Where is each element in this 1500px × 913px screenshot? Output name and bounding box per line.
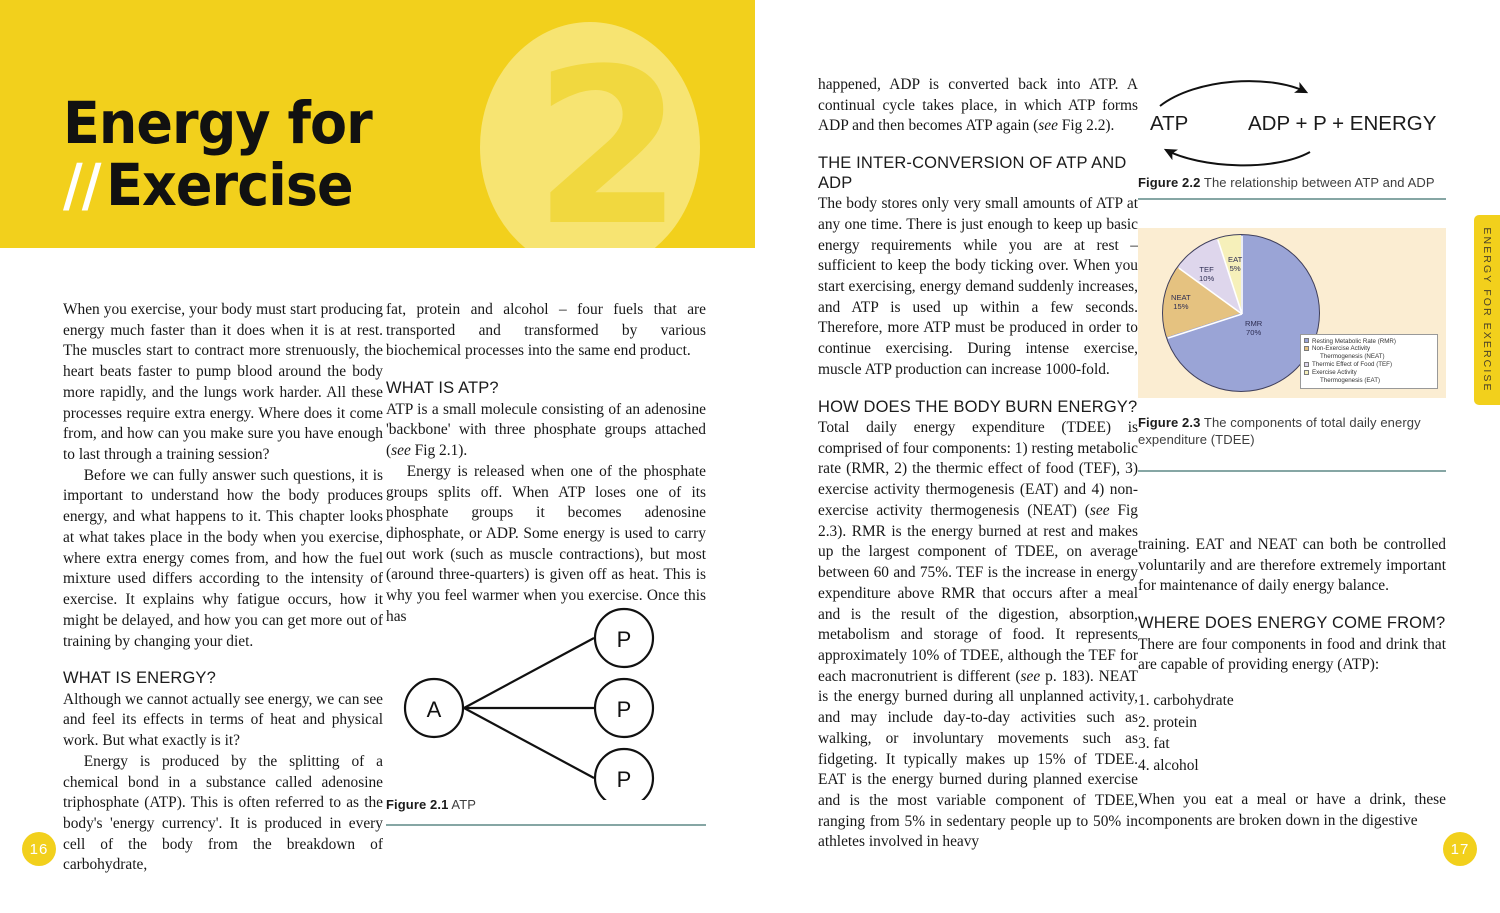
pie-slice-label-rmr: RMR 70%	[1245, 319, 1263, 337]
paragraph: Energy is released when one of the phosphate groups splits off. When ATP loses one of its phosphate groups it becomes adenosine diphosphate, or ADP. Some energy is used to carry out work (such as muscle contractions), but most (around three-quarters) is given off as heat. This is why you feel warmer when you exercise. Once this has	[386, 462, 706, 625]
legend-item	[1304, 361, 1434, 369]
paragraph: The body stores only very small amounts of ATP at any one time. There is just enough to keep up basic energy requirements while you are at rest – sufficient to keep the body ticking over. When you start exercising, energy demand suddenly increases, and ATP is used up within a few seconds. Therefore, more ATP must be produced in order to continue exercising. During intense exercise, muscle ATP production can increase 1000-fold.	[818, 195, 1138, 378]
figure-label: Figure 2.1	[386, 797, 449, 812]
list-item: 4. alcohol	[1138, 756, 1199, 774]
legend-swatch	[1304, 338, 1309, 343]
figure-caption-text: The relationship between ATP and ADP	[1200, 175, 1435, 190]
text-column-4	[1138, 535, 1446, 832]
figure-label: Figure 2.2	[1138, 175, 1201, 190]
figure-2-2-caption	[1138, 175, 1435, 190]
legend-swatch	[1304, 346, 1309, 351]
paragraph: When you exercise, your body must start producing energy much faster than it does when it is at rest. The muscles start to contract more strenuously, the heart beats faster to pump blood around the body more rapidly, and the lungs work harder. All these processes require extra energy. Where does it come from, and how can you make sure you have enough to last through a training session?	[63, 301, 383, 464]
paragraph	[818, 75, 1138, 137]
figure-2-2-rule	[1138, 198, 1446, 200]
paragraph-text: p. 183). NEAT is the energy burned during all unplanned activity, and may include day-to-day activities such as walking, or involuntary movements such as fidgeting. It typically makes up 15% of TDEE. EAT is the energy burned during planned exercise and is the most variable component of TDEE, ranging from 5% in sedentary people up to 50% in athletes involved in heavy	[818, 667, 1138, 851]
see-reference: see	[391, 442, 411, 460]
list-item: 2. protein	[1138, 713, 1197, 731]
paragraph: fat, protein and alcohol – four fuels that are transported and transformed by various biochemical processes into the same end product.	[386, 301, 706, 360]
see-reference: see	[1020, 667, 1041, 685]
figure-2-3-caption	[1138, 414, 1446, 448]
svg-text:ATP: ATP	[1150, 112, 1189, 135]
legend-item	[1304, 345, 1434, 361]
pie-chart-panel	[1138, 228, 1446, 398]
pie-chart-legend	[1300, 334, 1438, 389]
chapter-header-band	[0, 0, 755, 248]
side-tab-label: ENERGY FOR EXERCISE	[1481, 227, 1493, 393]
paragraph-text: Total daily energy expenditure (TDEE) is comprised of four components: 1) resting metabolic rate (RMR, 2) the thermic effect of food (TEF), 3) exercise activity thermogenesis (EAT) and 4) non-exercise activity thermogenesis (NEAT) (	[818, 419, 1138, 519]
paragraph-text: ATP is a small molecule consisting of an adenosine 'backbone' with three phosphate groups attached (	[386, 400, 706, 460]
figure-caption-text: The components of total daily energy expenditure (TDEE)	[1138, 415, 1421, 448]
figure-label: Figure 2.3	[1138, 415, 1201, 430]
page-number-right: 17	[1443, 832, 1477, 866]
chapter-title-line1: Energy for	[63, 89, 372, 157]
see-reference: see	[1089, 501, 1110, 519]
legend-swatch	[1304, 362, 1309, 367]
list-item: 3. fat	[1138, 735, 1170, 753]
chapter-title-line2: Exercise	[106, 151, 353, 220]
section-heading-what-is-energy: WHAT IS ENERGY?	[63, 669, 216, 688]
figure-2-3	[1138, 228, 1446, 498]
paragraph-text: Fig 2.2).	[1057, 117, 1115, 135]
section-heading-what-is-atp: WHAT IS ATP?	[386, 379, 499, 398]
pie-slice-label-eat: EAT 5%	[1228, 255, 1243, 273]
energy-components-list	[1138, 690, 1446, 776]
svg-text:P: P	[616, 627, 632, 652]
paragraph-text: happened, ADP is converted back into ATP. A continual cycle takes place, in which ATP forms ADP and then becomes ATP again (	[818, 76, 1138, 135]
section-heading-how-does-body-burn-energy: HOW DOES THE BODY BURN ENERGY?	[818, 397, 1138, 416]
paragraph-text: Fig 2.3). RMR is the energy burned at rest and makes up the largest component of TDEE, on average between 60 and 75%. TEF is the increase in energy expenditure above RMR that occurs after a meal and is the result of the digestion, absorption, metabolism and storage of food. It represents approximately 10% of TDEE, although the TEF for each macronutrient is different (	[818, 501, 1138, 685]
svg-text:P: P	[616, 697, 632, 722]
paragraph: When you eat a meal or have a drink, these components are broken down in the digestive	[1138, 791, 1446, 830]
text-column-2	[386, 300, 706, 628]
paragraph: Energy is produced by the splitting of a chemical bond in a substance called adenosine triphosphate (ATP). This is often referred to as the body's 'energy currency'. It is produced in every cell of the body from the breakdown of carbohydrate,	[63, 752, 383, 874]
pie-slice-label-tef: TEF 10%	[1199, 265, 1215, 283]
figure-caption-text: ATP	[448, 797, 477, 812]
section-heading-where-does-energy-come-from: WHERE DOES ENERGY COME FROM?	[1138, 614, 1446, 633]
legend-swatch	[1304, 370, 1309, 375]
list-item: 1. carbohydrate	[1138, 692, 1234, 710]
text-column-1	[63, 300, 383, 876]
legend-label: Exercise Activity Thermogenesis (EAT)	[1312, 369, 1381, 385]
paragraph: training. EAT and NEAT can both be controlled voluntarily and are therefore extremely important for maintenance of daily energy balance.	[1138, 536, 1446, 595]
page-number-left: 16	[22, 832, 56, 866]
figure-2-1-rule	[386, 824, 706, 826]
legend-item	[1304, 369, 1434, 385]
chapter-number-watermark: 2	[533, 22, 677, 248]
paragraph: Although we cannot actually see energy, we can see and feel its effects in terms of heat and physical work. But what exactly is it?	[63, 690, 383, 750]
figure-2-1-caption	[386, 797, 476, 812]
atp-molecule-diagram	[386, 600, 706, 800]
legend-label: Thermic Effect of Food (TEF)	[1312, 361, 1392, 369]
text-column-3	[818, 75, 1138, 853]
paragraph: There are four components in food and drink that are capable of providing energy (ATP):	[1138, 635, 1446, 674]
legend-label: Non-Exercise Activity Thermogenesis (NEAT)	[1312, 345, 1385, 361]
figure-2-2	[1138, 72, 1446, 202]
svg-text:ADP + P + ENERGY: ADP + P + ENERGY	[1248, 112, 1437, 135]
svg-text:P: P	[616, 767, 632, 792]
svg-text:A: A	[426, 697, 442, 722]
paragraph: Before we can fully answer such questions, it is important to understand how the body produces energy, and what happens to it. This chapter looks at what takes place in the body when you exercise, where extra energy comes from, and how the fuel mixture used differs according to the intensity of exercise. It explains why fatigue occurs, how it might be delayed, and how you can get more out of training by changing your diet.	[63, 466, 383, 650]
legend-label: Resting Metabolic Rate (RMR)	[1312, 337, 1396, 345]
title-slashes-decor: //	[63, 151, 101, 220]
paragraph	[386, 400, 706, 462]
paragraph-text: Fig 2.1).	[410, 442, 468, 460]
figure-2-1	[386, 600, 706, 832]
see-reference: see	[1038, 117, 1058, 135]
figure-2-3-rule	[1138, 470, 1446, 472]
legend-item	[1304, 338, 1434, 346]
atp-adp-cycle-diagram	[1138, 72, 1446, 172]
pie-slice-label-neat: NEAT 15%	[1171, 293, 1191, 311]
paragraph	[818, 418, 1138, 853]
section-heading-inter-conversion: THE INTER-CONVERSION OF ATP AND ADP	[818, 154, 1127, 192]
chapter-side-tab	[1474, 215, 1500, 405]
page-title	[63, 89, 372, 220]
